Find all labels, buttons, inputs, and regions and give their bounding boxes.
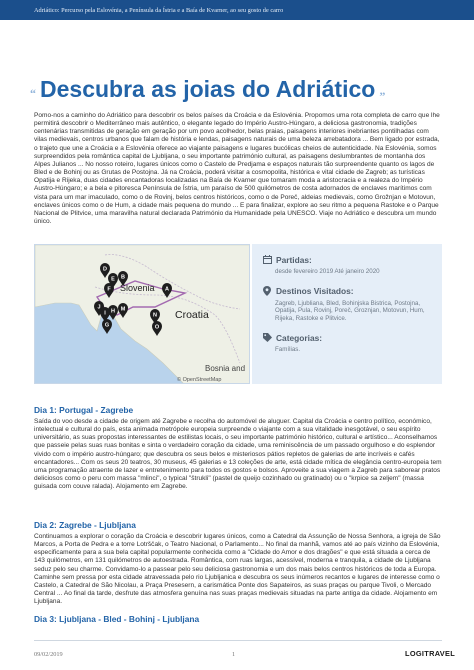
map-marker-label: F xyxy=(107,286,111,293)
trip-info-panel xyxy=(252,244,442,384)
map-credit: © OpenStreetMap xyxy=(177,377,222,383)
country-label: Slovenia xyxy=(120,283,155,293)
page-number: 1 xyxy=(232,651,236,658)
day-1-title: Dia 1: Portugal - Zagrebe xyxy=(34,405,134,415)
tag-icon xyxy=(262,333,272,343)
map-marker-label: M xyxy=(120,306,126,313)
map-marker-label: B xyxy=(121,274,125,281)
day-2-title: Dia 2: Zagrebe - Ljubljana xyxy=(34,520,136,530)
location-pin-icon xyxy=(262,286,272,296)
map-marker-label: E xyxy=(111,276,115,283)
categories-heading-text: Categorias: xyxy=(276,332,323,343)
country-label: Bosnia and xyxy=(205,364,246,373)
destinations-text: Zagreb, Ljubliana, Bled, Bohinjska Bistrica, Postojna, Opatija, Pula, Rovinj, Poreč, Groznjan, Motovun, Hum, Rijeka, Rastoke e Plitvice. xyxy=(275,299,425,322)
departures-heading-text: Partidas: xyxy=(276,254,312,265)
day-3-title: Dia 3: Ljubljana - Bled - Bohinj - Ljubljana xyxy=(34,614,200,624)
departures-heading xyxy=(262,254,434,265)
map-marker-label: O xyxy=(154,324,160,331)
destinations-heading xyxy=(262,286,434,297)
intro-paragraph: Pomo-nos a caminho do Adriático para descobrir os belos países da Croácia e da Eslovénia. Propomos uma rota completa de carro que lhe permitirá descobrir o Mediterrâneo mais autêntico, o elegante legado do Império Austro-Húngaro, a deliciosa gastronomia, tradições centenárias transmitidas de geração em geração por um povo acolhedor, belas praias, paisagens interiores inebriantes pontilhadas com vilas medievais, centros urbanos que falam de história e lendas, paisagens naturais de uma beleza arrebatadora ... Bem ligado por estrada, o trajeto que une a Croácia e a Eslovénia oferece ao viajante paisagens e lugares bucólicas cheios de autenticidade. Na Eslovénia, somos surpreendidos pela romântica capital de Ljubljana, o seu importante património cultural, as paisagens deslumbrantes de montanha dos Alpes Julianos ... No nosso roteiro, lugares únicos como o Castelo de Predjama e espaços naturais tão surpreendente quanto os lagos de Bled e de Bohinj ou as Grutas de Postojna. Já na Croácia, poderá visitar a cosmopolita, histórica e vital cidade de Zagreb; as turísticas Opatija e Rijeka, duas cidades encantadoras localizadas na Baía de Kvarner que tomaram moda a aristocracia e a realeza do Império Austro-Húngaro; e a bela e pitoresca Península de Ístria, um paraíso de 500 quilómetros de costa adornados de enclaves marítimos com vista para um mar imaculado, como o de Rovinj, belos centros históricos, como o de Poreč, aldeias medievais, como Grožnjan e Motovun, enclaves únicos como o de Hum, a cidade mais pequena do mundo ... E para finalizar, explore ao seu ritmo a pequena Rastoke e o Parque Nacional de Plitvice, uma maravilha natural declarada Património da Humanidade pela UNESCO. Viaje no Adriático e descubra um mundo único. xyxy=(34,112,440,226)
map-marker-label: D xyxy=(103,266,107,273)
country-label: Croatia xyxy=(175,309,209,321)
map-marker-label: G xyxy=(104,322,110,329)
route-map-canvas xyxy=(35,245,250,384)
day-2-text: Continuamos a explorar o coração da Croácia e descobrir lugares únicos, como a Catedral da Assunção de Nossa Senhora, a igreja de São Marcos, a Porta de Pedra e a torre Lotrščak, o Teatro Nacional, o Parlamento... No final da manhã, vamos até ao país vizinho da Eslovénia, especificamente para a sua bela capital popularmente conhecida como a "Cidade do Amor e dos dragões" e que está situada a cerca de 143 quilómetros, em 131 quilómetros de autoestrada. Romântica, com ruas largas, acessível, moderna e tranquila, a cidade de Ljubljana seduz pelo seu charme. Convidamo-lo a passear pelo seu deliciosa gastronomia e um dos mais belos centros históricos de toda a Europa. Caminhe sem pressa por esta cidade atravessada pelo rio Ljubljanica e descubra os seus inúmeros recantos e lugares de interesse como o Castelo, a Catedral de São Nicolau, a Praça Presesern, a carismática Ponte dos Sapateiros, as suas praças ou parque Tivoli, o Mercado Central ... Ao final da tarde, desfrute das atmosfera genuína nas suas praças medievais situadas na parte antiga da cidade. Alojamento em Ljubljana. xyxy=(34,533,441,606)
map-marker-label: J xyxy=(97,304,101,311)
map-marker-label: A xyxy=(165,286,169,293)
departures-text: desde fevereiro 2019 Até janeiro 2020 xyxy=(275,268,380,275)
close-quote-mark: ” xyxy=(379,89,386,103)
page-title xyxy=(30,75,450,103)
day-1-text: Saída do voo desde a cidade de origem até Zagrebe e recolha do automóvel de aluguer. Capital da Croácia e centro político, económico, intelectual e cultural do país, esta animada metrópole europeia surpreende o viajante com a sua vitalidade inesgotável, o seu espírito universitário, as suas propostas interessantes de estilistas locais, o seu importante património histórico, cultural e artístico... Aconselhamos que passeie pelas suas ruas bonitas e sinta o verdadeiro coração da cidade, uma reminiscência de um passado orgulhoso e do esplendor vivido com o império austro-húngaro; que descubra os seus belos e misteriosos pátios repletos de galerias de arte incríveis e cafés encantadores... Com os seus 20 teatros, 30 museus, 45 galerias e 13 coleções de arte, está cidade mítica de elegância centro-europeia tem uma programação atraente de lazer e entretenimento para todos os gostos e bolsos. Aproveite a sua viagem a Zagreb para saborear pratos deliciosos como o peru com massa "mlinci", o typical "štrukli" (pastel de queijo cozinhado ou gratinado) ou o "krpice sa zeljem" (massa guisada com couve ralada). Alojamento em Zagrebe. xyxy=(34,418,442,491)
destinations-heading-text: Destinos Visitados: xyxy=(276,286,354,297)
calendar-icon xyxy=(262,255,272,265)
categories-text: Famílias. xyxy=(275,346,301,354)
footer-date: 09/02/2019 xyxy=(34,651,63,658)
brand-logo: LOGITRAVEL xyxy=(405,649,456,658)
footer-divider xyxy=(34,640,442,641)
title-text: Descubra as joias do Adriático xyxy=(40,75,376,102)
open-quote-mark: “ xyxy=(30,86,36,100)
map-marker-label: H xyxy=(111,308,115,315)
map-marker-label: I xyxy=(104,310,106,317)
categories-heading xyxy=(262,332,434,343)
route-map[interactable] xyxy=(34,244,250,384)
map-marker-label: N xyxy=(153,312,157,319)
running-header: Adriático: Percurso pela Eslovénia, a Península da Ístria e a Baía de Kvarner, ao seu gosto de carro xyxy=(0,0,474,20)
